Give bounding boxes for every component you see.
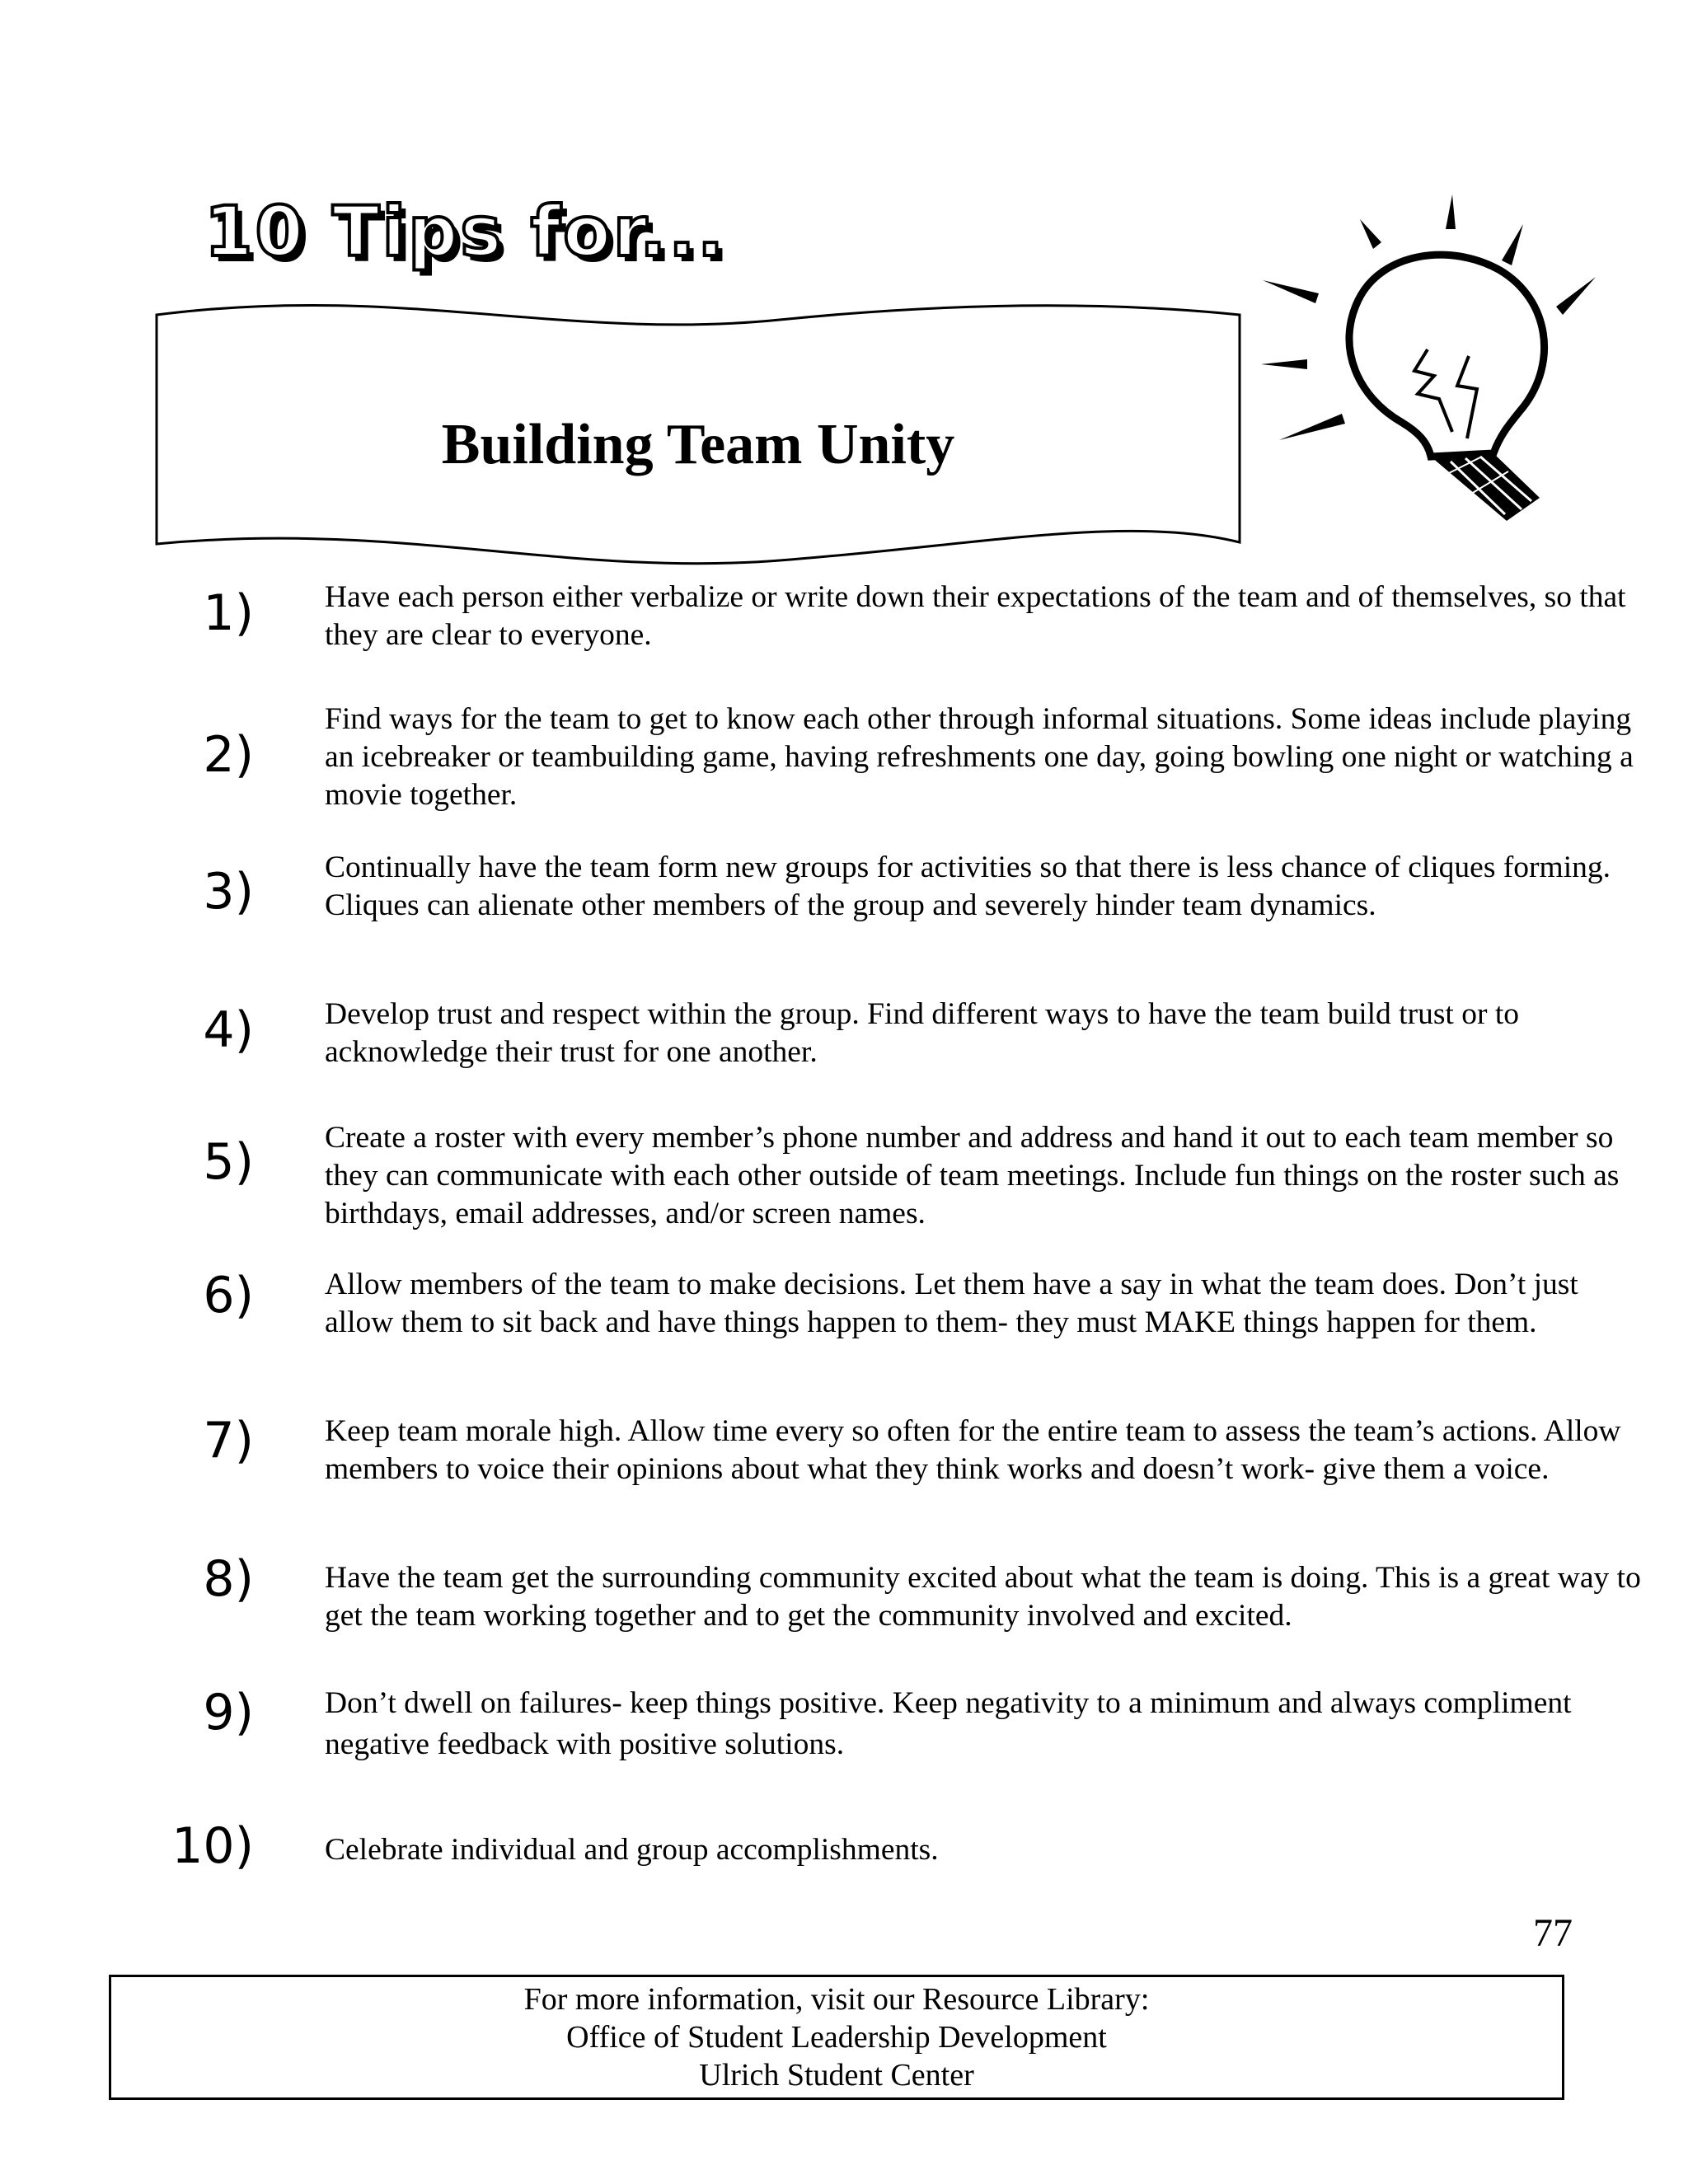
tip-text: Continually have the team form new groups for activities so that there is less chance of cliques forming. Cliques can alienate other members of the group and severely hinder team dynamics. xyxy=(325,851,1611,922)
tip-text: Have the team get the surrounding community excited about what the team is doing. This is a great way to get the team working together and to get the community involved and excited. xyxy=(325,1561,1641,1633)
tip-text: Keep team morale high. Allow time every so often for the entire team to assess the team’s actions. Allow members to voice their opinions about what they think works and doesn’t work- give them a voice. xyxy=(325,1414,1621,1486)
tip-text: Don’t dwell on failures- keep things positive. Keep negativity to a minimum and always compliment negative feedback with positive solutions. xyxy=(325,1686,1572,1761)
tip-text: Celebrate individual and group accomplishments. xyxy=(325,1833,939,1867)
tip-number: 2) xyxy=(203,726,254,784)
tip-number: 1) xyxy=(203,584,254,642)
footer-box xyxy=(109,1975,1564,2100)
page-number: 77 xyxy=(1533,1911,1573,1955)
tip-text: Develop trust and respect within the group. Find different ways to have the team build trust or to acknowledge their trust for one another. xyxy=(325,997,1519,1069)
heading-10-tips: 10 Tips for... xyxy=(204,191,727,272)
tip-number: 7) xyxy=(203,1412,254,1469)
tip-number: 10) xyxy=(171,1817,254,1875)
banner-title: Building Team Unity xyxy=(441,413,955,476)
tip-text: Create a roster with every member’s phone number and address and hand it out to each team member so they can communicate with each other outside of team meetings. Include fun things on the roster such as birthdays, email addresses, and/or screen names. xyxy=(325,1121,1620,1230)
footer-line-resource-library: For more information, visit our Resource Library: xyxy=(523,1982,1150,2017)
tip-text: Find ways for the team to get to know each other through informal situations. Some ideas include playing an icebreaker or teambuilding game, having refreshments one day, going bowling one night or watching a movie together. xyxy=(325,702,1634,812)
tip-number: 5) xyxy=(203,1133,254,1191)
tip-text: Allow members of the team to make decisions. Let them have a say in what the team does. Don’t just allow them to sit back and have things happen to them- they must MAKE things happen for them. xyxy=(325,1268,1578,1339)
tip-number: 3) xyxy=(203,863,254,921)
tip-text: Have each person either verbalize or write down their expectations of the team and of themselves, so that they are clear to everyone. xyxy=(325,580,1626,652)
tip-number: 8) xyxy=(203,1550,254,1608)
tip-number: 6) xyxy=(203,1267,254,1324)
footer-line-office: Office of Student Leadership Development xyxy=(566,2020,1107,2055)
footer-line-center: Ulrich Student Center xyxy=(699,2058,974,2093)
tip-number: 9) xyxy=(203,1684,254,1741)
tip-number: 4) xyxy=(203,1001,254,1059)
